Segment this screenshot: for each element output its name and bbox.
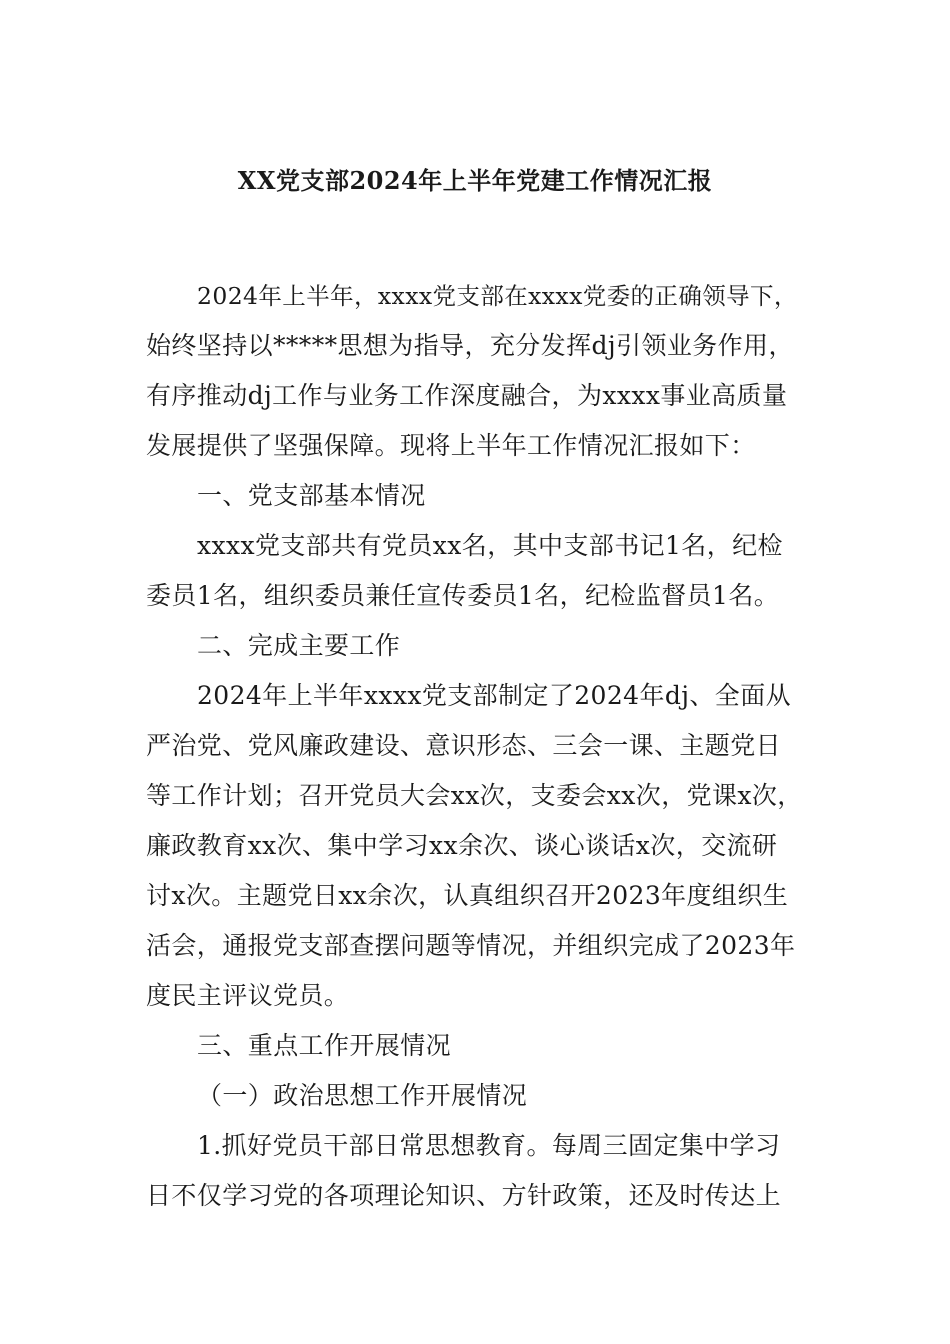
- document-title: XX党支部2024年上半年党建工作情况汇报: [237, 166, 713, 195]
- paragraph-line: 日不仅学习党的各项理论知识、方针政策，还及时传达上: [146, 1181, 782, 1210]
- paragraph-line: 有序推动dj工作与业务工作深度融合，为xxxx事业高质量: [146, 381, 788, 410]
- paragraph-line: 2024年上半年，xxxx党支部在xxxx党委的正确领导下，: [197, 282, 798, 310]
- section-heading: 二、完成主要工作: [197, 631, 401, 660]
- paragraph-line: 度民主评议党员。: [146, 981, 350, 1010]
- section-heading: 一、党支部基本情况: [197, 481, 426, 510]
- section-heading: 三、重点工作开展情况: [197, 1031, 452, 1060]
- paragraph-line: 发展提供了坚强保障。现将上半年工作情况汇报如下：: [146, 431, 756, 460]
- paragraph-line: 2024年上半年xxxx党支部制定了2024年dj、全面从: [197, 681, 791, 710]
- paragraph-line: 等工作计划；召开党员大会xx次，支委会xx次，党课x次，: [146, 781, 803, 810]
- paragraph-line: 活会，通报党支部查摆问题等情况，并组织完成了2023年: [146, 931, 796, 960]
- subsection-heading: （一）政治思想工作开展情况: [197, 1081, 528, 1110]
- paragraph-line: 严治党、党风廉政建设、意识形态、三会一课、主题党日: [146, 731, 782, 760]
- paragraph-line: 1.抓好党员干部日常思想教育。每周三固定集中学习: [197, 1131, 781, 1160]
- paragraph-line: 廉政教育xx次、集中学习xx余次、谈心谈话x次，交流研: [146, 831, 778, 860]
- paragraph-line: xxxx党支部共有党员xx名，其中支部书记1名，纪检: [197, 531, 783, 560]
- paragraph-line: 讨x次。主题党日xx余次，认真组织召开2023年度组织生: [146, 881, 789, 910]
- paragraph-line: 始终坚持以*****思想为指导，充分发挥dj引领业务作用，: [146, 331, 794, 360]
- paragraph-line: 委员1名，组织委员兼任宣传委员1名，纪检监督员1名。: [146, 581, 780, 610]
